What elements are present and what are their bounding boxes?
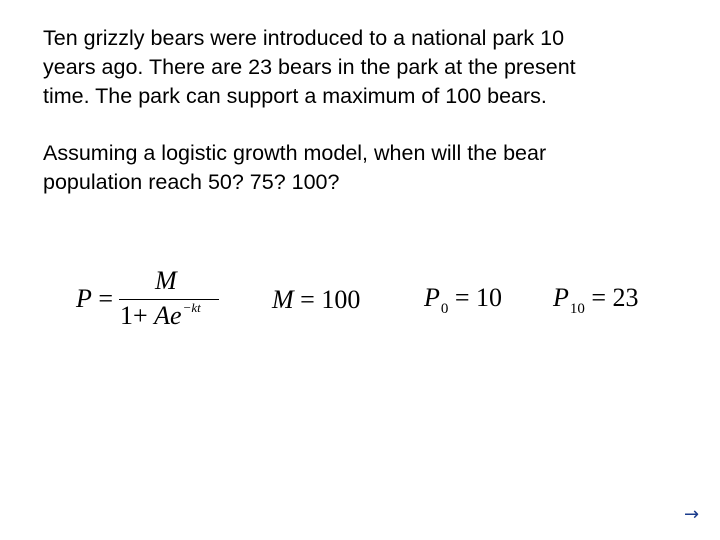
p-variable: P bbox=[76, 284, 92, 313]
current-population-formula bbox=[553, 283, 639, 317]
formula-numerator: M bbox=[155, 266, 177, 295]
p0-value: = 10 bbox=[448, 283, 503, 312]
equals-sign: = bbox=[91, 284, 114, 313]
logistic-formula bbox=[76, 268, 226, 338]
m-value: = 100 bbox=[293, 285, 361, 314]
p10-value: = 23 bbox=[584, 283, 639, 312]
question-line: Assuming a logistic growth model, when will the bear bbox=[43, 141, 547, 165]
right-arrow-icon[interactable]: → bbox=[684, 504, 700, 525]
p0-subscript: 0 bbox=[440, 301, 449, 317]
max-population-formula bbox=[272, 285, 360, 315]
denominator-ae: Ae bbox=[154, 301, 182, 330]
formula-lhs bbox=[76, 284, 113, 314]
problem-line: years ago. There are 23 bears in the park at the present bbox=[43, 55, 576, 79]
p-variable: P bbox=[553, 283, 569, 312]
question-line: population reach 50? 75? 100? bbox=[43, 170, 340, 194]
initial-population-formula bbox=[424, 283, 503, 317]
m-variable: M bbox=[272, 285, 294, 314]
problem-line: Ten grizzly bears were introduced to a national park 10 bbox=[43, 26, 565, 50]
p10-subscript: 10 bbox=[569, 301, 585, 317]
problem-statement bbox=[43, 24, 576, 111]
exponent: −kt bbox=[182, 300, 201, 315]
denominator-one: 1+ bbox=[120, 301, 155, 330]
question-statement bbox=[43, 139, 546, 197]
problem-line: time. The park can support a maximum of 100 bears. bbox=[43, 84, 547, 108]
formula-denominator bbox=[120, 301, 201, 331]
p-variable: P bbox=[424, 283, 440, 312]
